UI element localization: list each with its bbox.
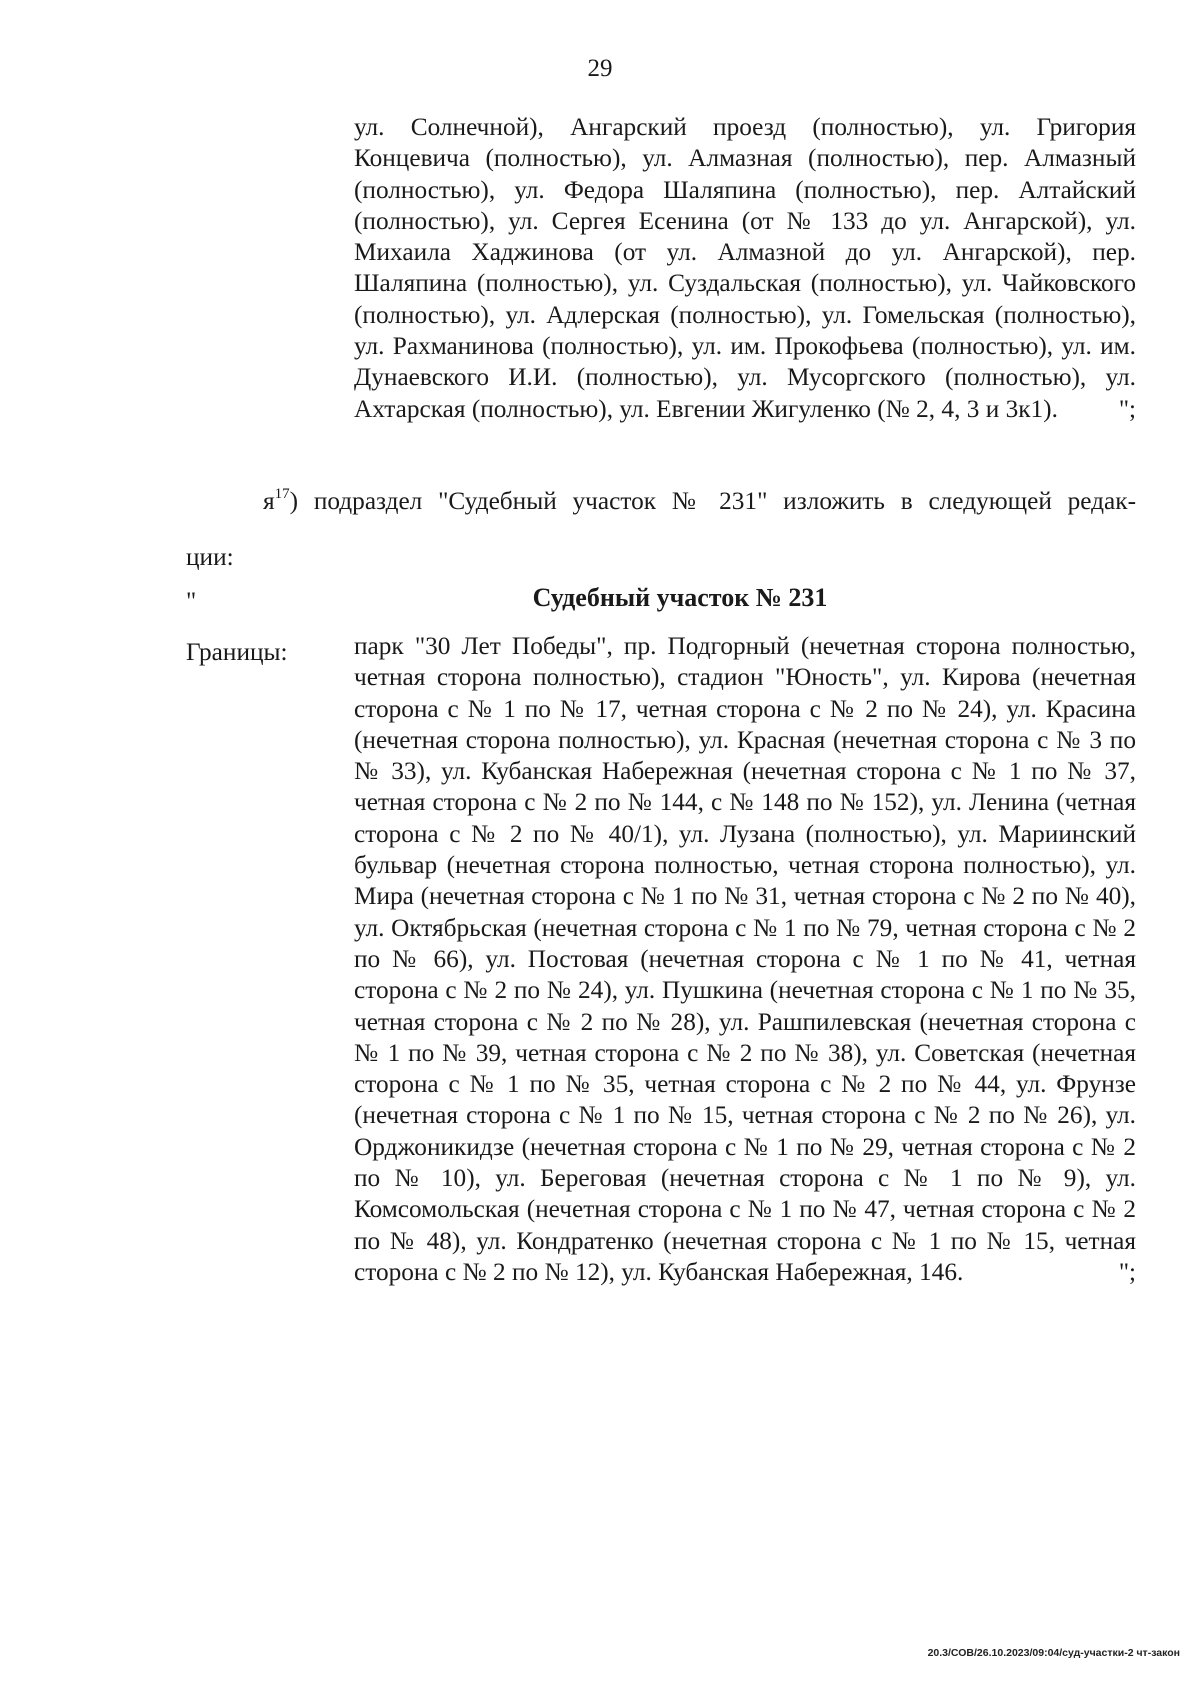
instruction-superscript: 17 xyxy=(274,486,290,502)
borders-text xyxy=(354,631,1136,1288)
instruction-continuation: ции: xyxy=(186,543,234,571)
instruction-marker: я xyxy=(263,487,275,515)
section-title: Судебный участок № 231 xyxy=(532,583,828,612)
instruction-text: ) подраздел "Судебный участок № 231" изложить в следующей редак- xyxy=(289,487,1136,515)
borders-body: парк "30 Лет Победы", пр. Подгорный (нечетная сторона полностью, четная сторона полностью), стадион "Юность", ул. Кирова (нечетная сторона с № 1 по № 17, четная сторона с № 2 по № 24), ул. Красина (нечетная сторона полностью), ул. Красная (нечетная сторона с № 3 по № 33), ул. Кубанская Набережная (нечетная сторона с № 1 по № 37, четная сторона с № 2 по № 144, с № 148 по № 152), ул. Ленина (четная сторона с № 2 по № 40/1), ул. Лузана (полностью), ул. Мариинский бульвар (нечетная сторона полностью, четная сторона полностью), ул. Мира (нечетная сторона с № 1 по № 31, четная сторона с № 2 по № 40), ул. Октябрьская (нечетная сторона с № 1 по № 79, четная сторона с № 2 по № 66), ул. Постовая (нечетная сторона с № 1 по № 41, четная сторона с № 2 по № 24), ул. Пушкина (нечетная сторона с № 1 по № 35, четная сторона с № 2 по № 28), ул. Рашпилевская (нечетная сторона с № 1 по № 39, четная сторона с № 2 по № 38), ул. Советская (нечетная сторона с № 1 по № 35, четная сторона с № 2 по № 44, ул. Фрунзе (нечетная сторона с № 1 по № 15, четная сторона с № 2 по № 26), ул. Орджоникидзе (нечетная сторона с № 1 по № 29, четная сторона с № 2 по № 10), ул. Береговая (нечетная сторона с № 1 по № 9), ул. Комсомольская (нечетная сторона с № 1 по № 47, четная сторона с № 2 по № 48), ул. Кондратенко (нечетная сторона с № 1 по № 15, четная сторона с № 2 по № 12), ул. Кубанская Набережная, 146. xyxy=(354,632,1136,1286)
previous-section-closing-quote: "; xyxy=(1118,395,1136,423)
document-footer-code: 20.3/СОВ/26.10.2023/09:04/суд-участки-2 чт-закон xyxy=(927,1647,1180,1659)
borders-closing-quote: "; xyxy=(1118,1258,1136,1286)
previous-section-body: ул. Солнечной), Ангарский проезд (полностью), ул. Григория Концевича (полностью), ул. Алмазная (полностью), пер. Алмазный (полностью), ул. Федора Шаляпина (полностью), пер. Алтайский (полностью), ул. Сергея Есенина (от № 133 до ул. Ангарской), ул. Михаила Хаджинова (от ул. Алмазной до ул. Ангарской), пер. Шаляпина (полностью), ул. Суздальская (полностью), ул. Чайковского (полностью), ул. Адлерская (полностью), ул. Гомельская (полностью), ул. Рахманинова (полностью), ул. им. Прокофьева (полностью), ул. им. Дунаевского И.И. (полностью), ул. Мусоргского (полностью), ул. Ахтарская (полностью), ул. Евгении Жигуленко (№ 2, 4, 3 и 3к1). xyxy=(354,113,1136,423)
opening-quote: " xyxy=(186,588,197,615)
borders-label: Границы: xyxy=(186,638,288,666)
page-number: 29 xyxy=(587,55,613,82)
amendment-instruction xyxy=(263,486,1136,517)
previous-section-text xyxy=(354,112,1136,425)
